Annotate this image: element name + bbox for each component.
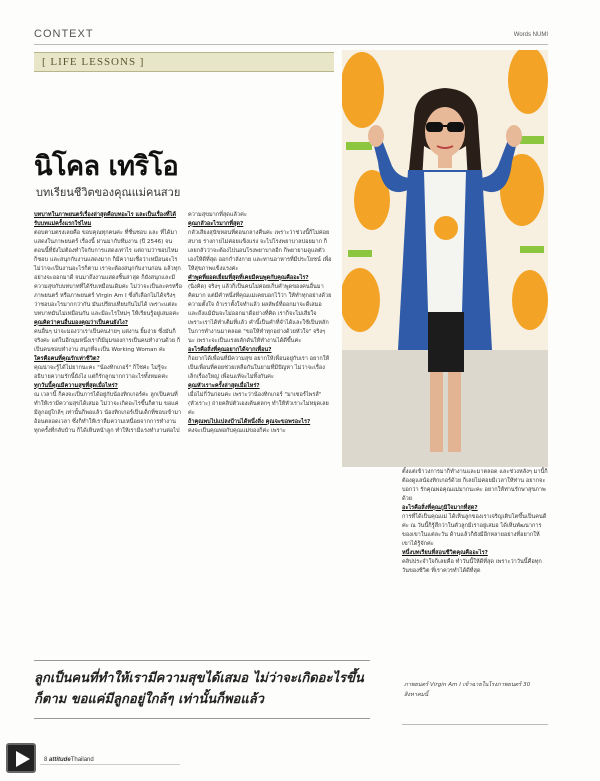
play-icon [16, 751, 30, 767]
answer-paragraph: การที่ได้เป็นคุณแม่ ได้เห็นลูกของเราเจริญเติบโตขึ้นเป็นคนดีค่ะ ณ วันนี้ก็รู้สึกว่าในตัวลูกมีเราอยู่เสมอ ได้เห็นพัฒนาการของเขาในแต่ละวัน ด้านแล้วก็ยังมีอีกหลายอย่างที่อยากให้เขาได้รู้จักค่ะ [402, 514, 547, 547]
answer-paragraph: คนอื่นๆ น่าจะมองว่าเราเป็นคนง่ายๆ แต่งาน ยิ้มง่าย ซึ่งมันก็จริงค่ะ แต่ในอีกมุมหนึ่งเราก็มีมุมของการเป็นคนทำงานด้วย ก็เป็นคนชอบทำงาน สนุกที่จะเป็น Working Woman ค่ะ [34, 329, 181, 353]
question: บทบาทในภาพยนตร์เรื่องล่าสุดคือบทอะไร และเป็นเรื่องที่ได้รับบทแม่ครั้งแรกใช่ไหม [34, 212, 176, 227]
magazine-brand: attitude [49, 757, 71, 763]
page-folio [44, 757, 94, 763]
question: คุณกลัวอะไรมากที่สุด? [188, 221, 244, 227]
answer-paragraph: ความสุขมากที่สุดแล้วค่ะ [188, 212, 247, 218]
question: ใครคือคนที่คุณรักเท่าชีวิต? [34, 356, 100, 362]
answer-paragraph: ณ เวลานี้ ก็คงจะเป็นการได้อยู่กับน้องทิกเกอร์ค่ะ ลูกเป็นคนที่ทำให้เรามีความสุขได้เสมอ ไม่ว่าจะเกิดอะไรขึ้นก็ตาม ขอแค่มีลูกอยู่ใกล้ๆ เท่านั้นก็พอแล้ว น้องทิกเกอร์เป็นเด็กที่ชอบเข้ามาอ้อนตลอดเวลา ซึ่งก็ทำให้เราลืมความเหนื่อยจากการทำงาน ทุกครั้งที่กลับบ้าน ก็ได้เห็นหน้าลูก ทำให้เรามีแรงทำงานต่อไป [34, 392, 182, 434]
question: ถ้าคุณพบไปแปลงบ้านได้หนึ่งสิ่ง คุณจะขอพรอะไร? [188, 419, 311, 425]
header-divider [34, 44, 548, 45]
footer-rule [40, 764, 180, 765]
answer-paragraph: คงจะเป็นคุณพ่อกับคุณแม่ของก็ค่ะ เพราะ [188, 428, 286, 434]
pull-quote-rule-top [34, 660, 370, 661]
writer-credit: Words NUMI [513, 32, 548, 38]
question: หนึ่งบทเรียนที่สอนชีวิตคุณคืออะไร? [402, 550, 488, 556]
magazine-brand-suffix: Thailand [70, 757, 94, 763]
section-label: [ LIFE LESSONS ] [42, 56, 145, 68]
portrait-photo [342, 50, 548, 467]
section-header: CONTEXT [34, 28, 94, 40]
text-column-3 [402, 468, 548, 576]
answer-paragraph: คุณน่าจะรู้ได้ไม่ยากนะคะ "น้องทิกเกอร์" ก็ใช่ค่ะ ไม่รู้จะอธิบายความรักนี้ยังไง แต่ก็รักลูกมากกว่าอะไรทั้งหมดค่ะ [34, 365, 169, 380]
answer-paragraph: คลิปประจำใจก็เลยคือ ทำวันนี้ให้ดีที่สุด เพราะว่าวันนี้คือทุกวันของชีวิต ที่เราควรทำได้ดีที่สุด [402, 559, 542, 574]
answer-paragraph: ก็อยากได้เพื่อนที่มีความสุข อยากให้เพื่อนอยู่กับเรา อยากให้เป็นเพื่อนที่คอยช่วยเหลือกันในยามที่มีปัญหา ไม่ว่าจะเรื่องเล็กเรื่องใหญ่ เพื่อนแท้จะไม่ทิ้งกันค่ะ [188, 356, 330, 380]
answer-paragraph: กลัวเสียงสุนัขหอนที่ตอนกลางคืนค่ะ เพราะว่าช่วงนี้ก็ไม่ค่อยสบาย ร่างกายไม่ค่อยแข็งแรง จะไปโรงพยาบาลบ่อยมาก ก็เลยกลัวว่าจะต้องไปนอนโรงพยาบาลอีก ก็พยายามดูแลตัวเองให้ดีที่สุด ออกกำลังกาย และทานอาหารที่มีประโยชน์ เพื่อให้สุขภาพแข็งแรงค่ะ [188, 230, 332, 272]
answer-paragraph: ตั้งแต่เข้าวงการมาก็ทำงานและมาตลอด และช่วงหลังๆ มานี้ก็ต้องดูแลน้องทิกเกอร์ด้วย ก็เลยไม่ค่อยมีเวลาให้ท่าน อยากจะบอกว่า รักคุณพ่อคุณแม่มากนะคะ อยากให้ท่านรักษาสุขภาพด้วย [402, 469, 548, 502]
answer-paragraph: ตอบตามตรงเลยคือ ขอบคุณทุกคนค่ะ ที่ชื่นชอบ และ ที่ได้มาแสดงในภาพยนตร์ เรื่องนี้ ผ่านมากับทีมงาน (ปี 2546) จนตอนนี้ที่ยังไม่ต้องทำใจกับการแสดงเท่าไร แต่ถามว่าชอบไหม ก็ชอบ และสนุกกับงานแสดงมาก ก็มีความเชื่อว่าเหมือนอะไร ไม่ว่าจะเป็นงานอะไรก็ตาม เราจะต้องสนุกกับงานก่อน แล้วทุกอย่างจะออกมาดี จนมาถึงงานแสดงชิ้นล่าสุด ก็ยังสนุกและมีความสุขกับบทบาทที่ได้รับเหมือนเดิมค่ะ ไม่ว่าจะเป็นละครหรือภาพยนตร์ หรือภาพยนตร์ Virgin Am I ซึ่งก็เลือกไม่ได้จริงๆ ว่าชอบอะไรมากกว่ากัน มันเปรียบเทียบกันไม่ได้ เพราะแต่ละบทบาทมันไม่เหมือนกัน และมีอะไรใหม่ๆ ให้เรียนรู้อยู่เสมอค่ะ [34, 230, 182, 317]
question: คุณคิดว่าคนอื่นมองคุณว่าเป็นคนยังไง? [34, 320, 128, 326]
question: คำพูดที่ยอดเยี่ยมที่สุดที่เคยมีคนพูดกับคุณคืออะไร? [188, 275, 309, 281]
answer-paragraph: (นิ่งคิด) จริงๆ แล้วก็เป็นคนไม่ค่อยเก็บคำพูดของคนอื่นมาคิดมาก แต่มีคำหนึ่งที่คุณแม่เคยบอกไว้ว่า ให้ทำทุกอย่างด้วยความตั้งใจ ถ้าเราตั้งใจทำแล้ว ผลลัพธ์ที่ออกมาจะดีเสมอ และถึงแม้มันจะไม่ออกมาดีอย่างที่คิด เราก็จะไม่เสียใจ เพราะเราได้ทำเต็มที่แล้ว คำนี้เป็นคำที่จำได้และใช้เป็นหลักในการทำงานมาตลอด "ขอให้ทำทุกอย่างด้วยหัวใจ" จริงๆ นะ เพราะจะเป็นแรงผลักดันให้ทำงานได้ดีขึ้นค่ะ [188, 284, 332, 344]
question: อะไรคือสิ่งที่คุณภูมิใจมากที่สุด? [402, 505, 478, 511]
question: ทุกวันนี้คุณมีความสุขที่สุดเมื่อไหร่? [34, 383, 118, 389]
pull-quote: ลูกเป็นคนที่ทำให้เรามีความสุขได้เสมอ ไม่ว่าจะเกิดอะไรขึ้นก็ตาม ขอแค่มีลูกอยู่ใกล้ๆ เท่านั้นก็พอแล้ว [34, 671, 364, 707]
article-title: นิโคล เทริโอ [34, 151, 179, 182]
play-button[interactable] [6, 743, 36, 773]
answer-paragraph: เมื่อไม่กี่วันก่อนค่ะ เพราะว่าน้องทิกเกอร์ "มาเซอร์ไพรส์" (หัวเราะ) ถ่ายคลิปตัวเองเต้นตลกๆ ทำให้หัวเราะไม่หยุดเลยค่ะ [188, 392, 329, 416]
section-label-box [34, 52, 334, 72]
text-column-1 [34, 211, 182, 436]
page-number: 8 [44, 757, 48, 763]
article-subtitle: บทเรียนชีวิตของคุณแม่คนสวย [36, 186, 181, 199]
question: อะไรคือสิ่งที่คุณอยากได้จากเพื่อน? [188, 347, 272, 353]
photo-caption: ภาพยนตร์ Virgin Am I เข้าฉายในโรงภาพยนตร์ 30 สิงหาคมนี้ [404, 682, 531, 698]
question: คุณหัวเราะครั้งล่าสุดเมื่อไหร่? [188, 383, 260, 389]
pull-quote-rule-bottom [34, 718, 370, 719]
portrait-illustration [342, 50, 548, 467]
text-column-2 [188, 211, 332, 436]
caption-rule [402, 724, 548, 725]
